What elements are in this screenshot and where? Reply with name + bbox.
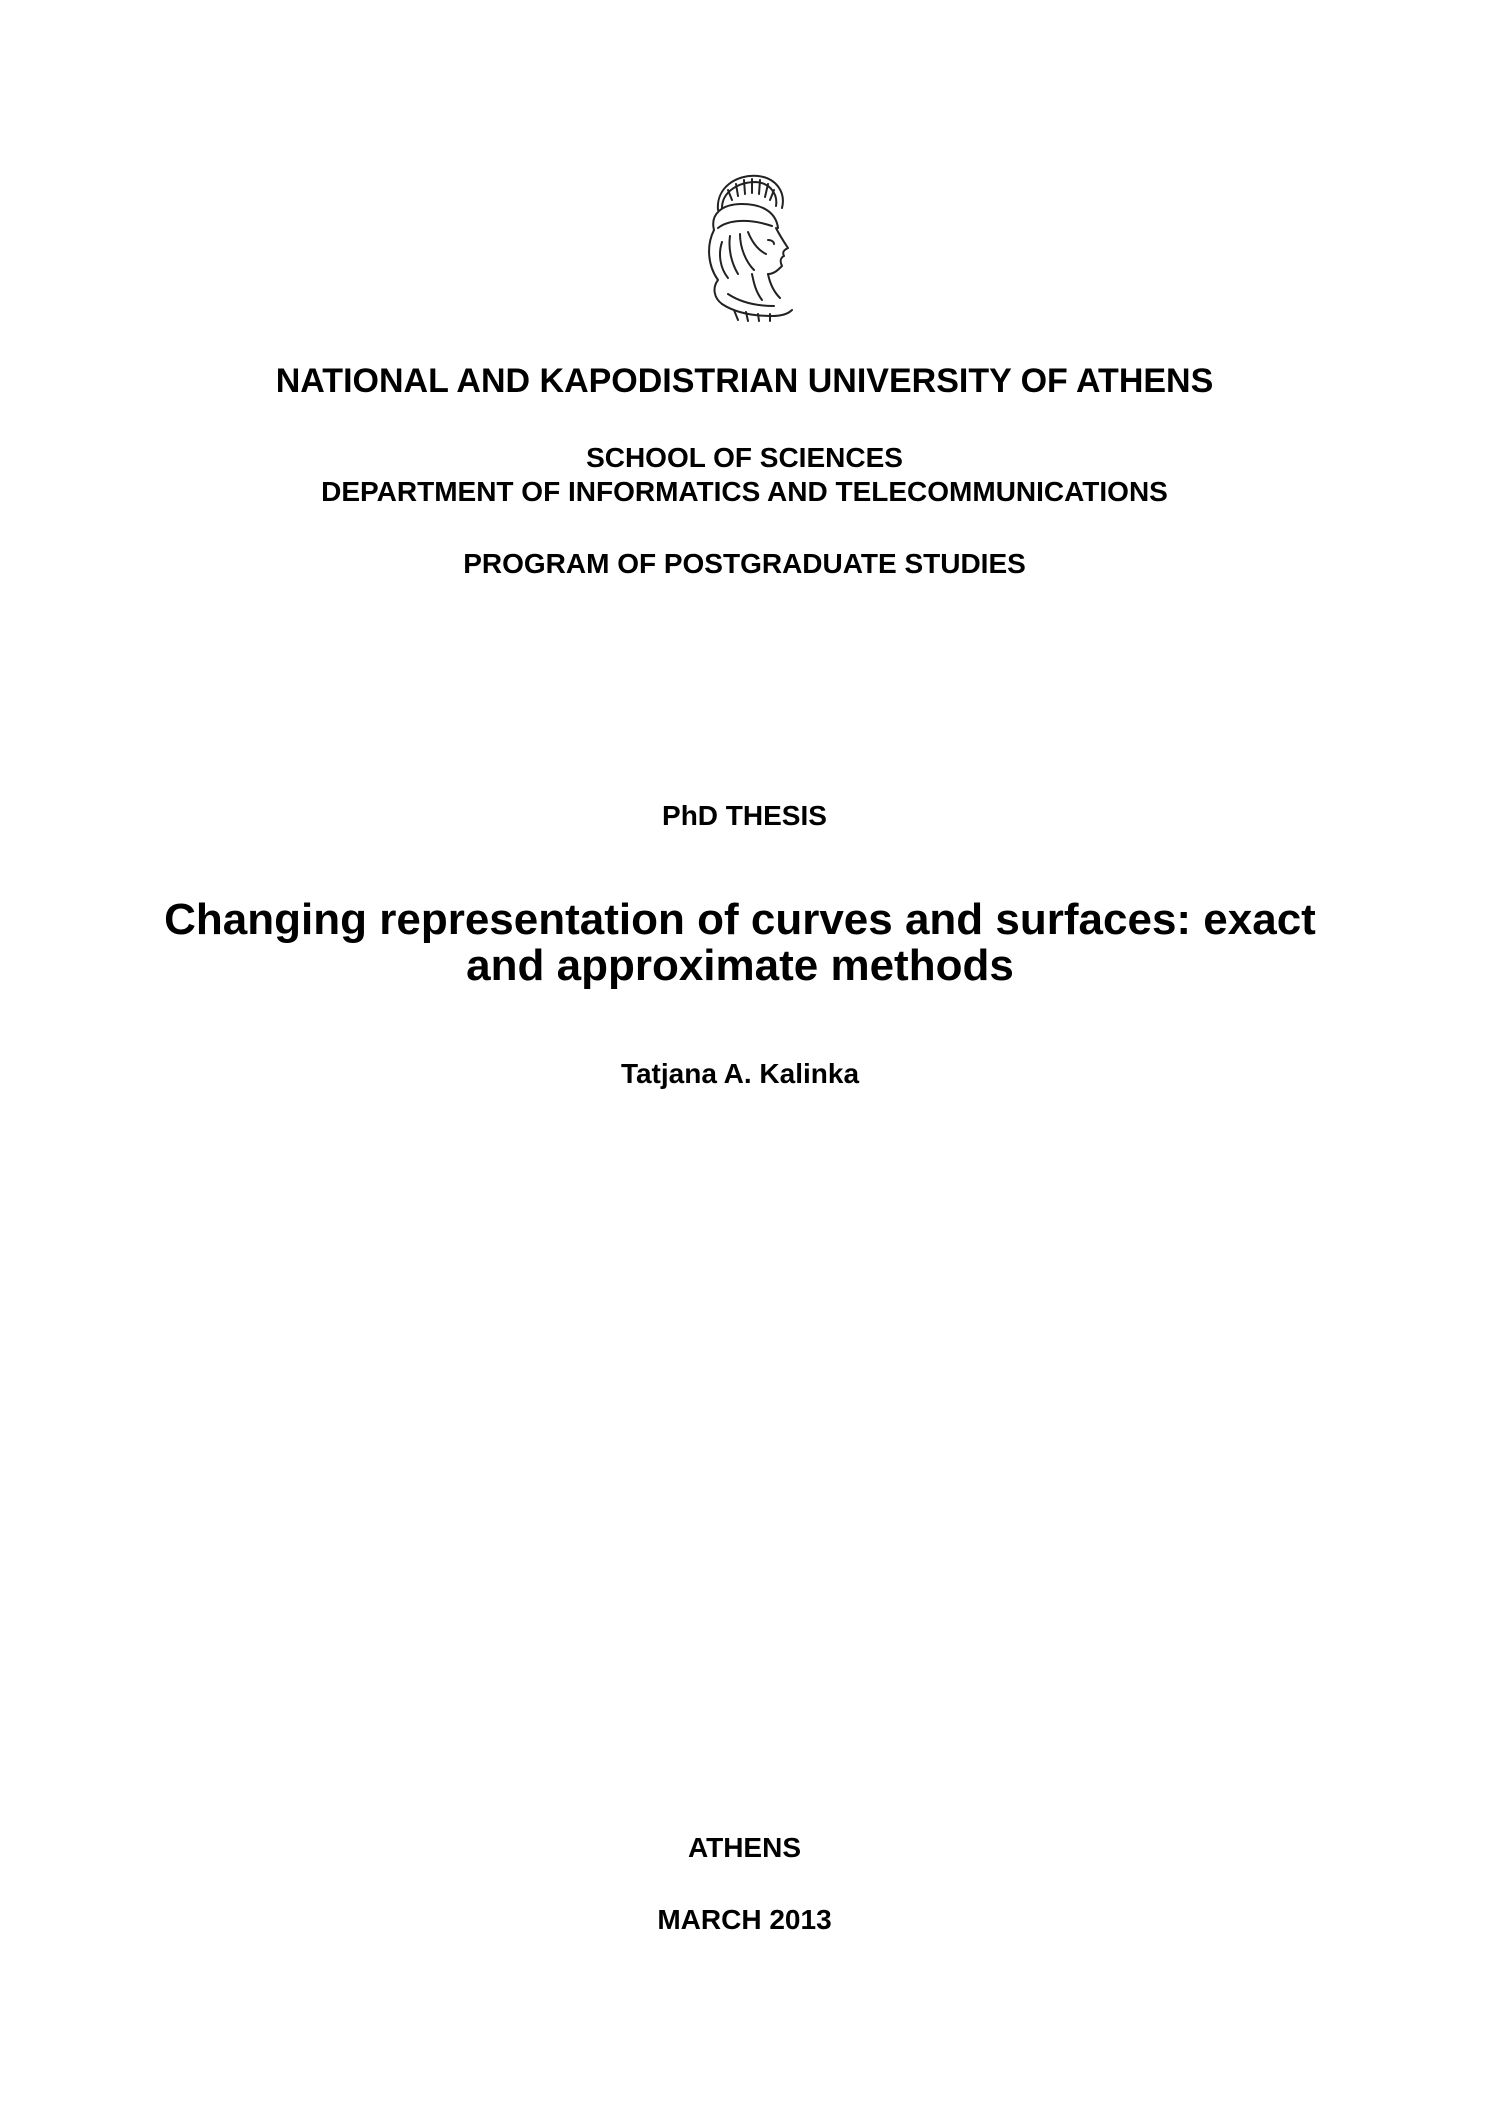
university-name: NATIONAL AND KAPODISTRIAN UNIVERSITY OF ATHENS — [275, 362, 1214, 400]
thesis-title-line-2: and approximate methods — [466, 941, 1014, 990]
thesis-title-line-1: Changing representation of curves and surfaces: exact — [164, 895, 1316, 944]
author-name: Tatjana A. Kalinka — [620, 1058, 860, 1089]
department-name: DEPARTMENT OF INFORMATICS AND TELECOMMUNICATIONS — [321, 476, 1168, 507]
school-name: SCHOOL OF SCIENCES — [586, 442, 903, 473]
program-name: PROGRAM OF POSTGRADUATE STUDIES — [463, 548, 1026, 579]
city: ATHENS — [687, 1832, 802, 1863]
athena-head-seal-icon — [688, 170, 798, 322]
date: MARCH 2013 — [657, 1904, 832, 1935]
thesis-type: PhD THESIS — [662, 800, 827, 831]
